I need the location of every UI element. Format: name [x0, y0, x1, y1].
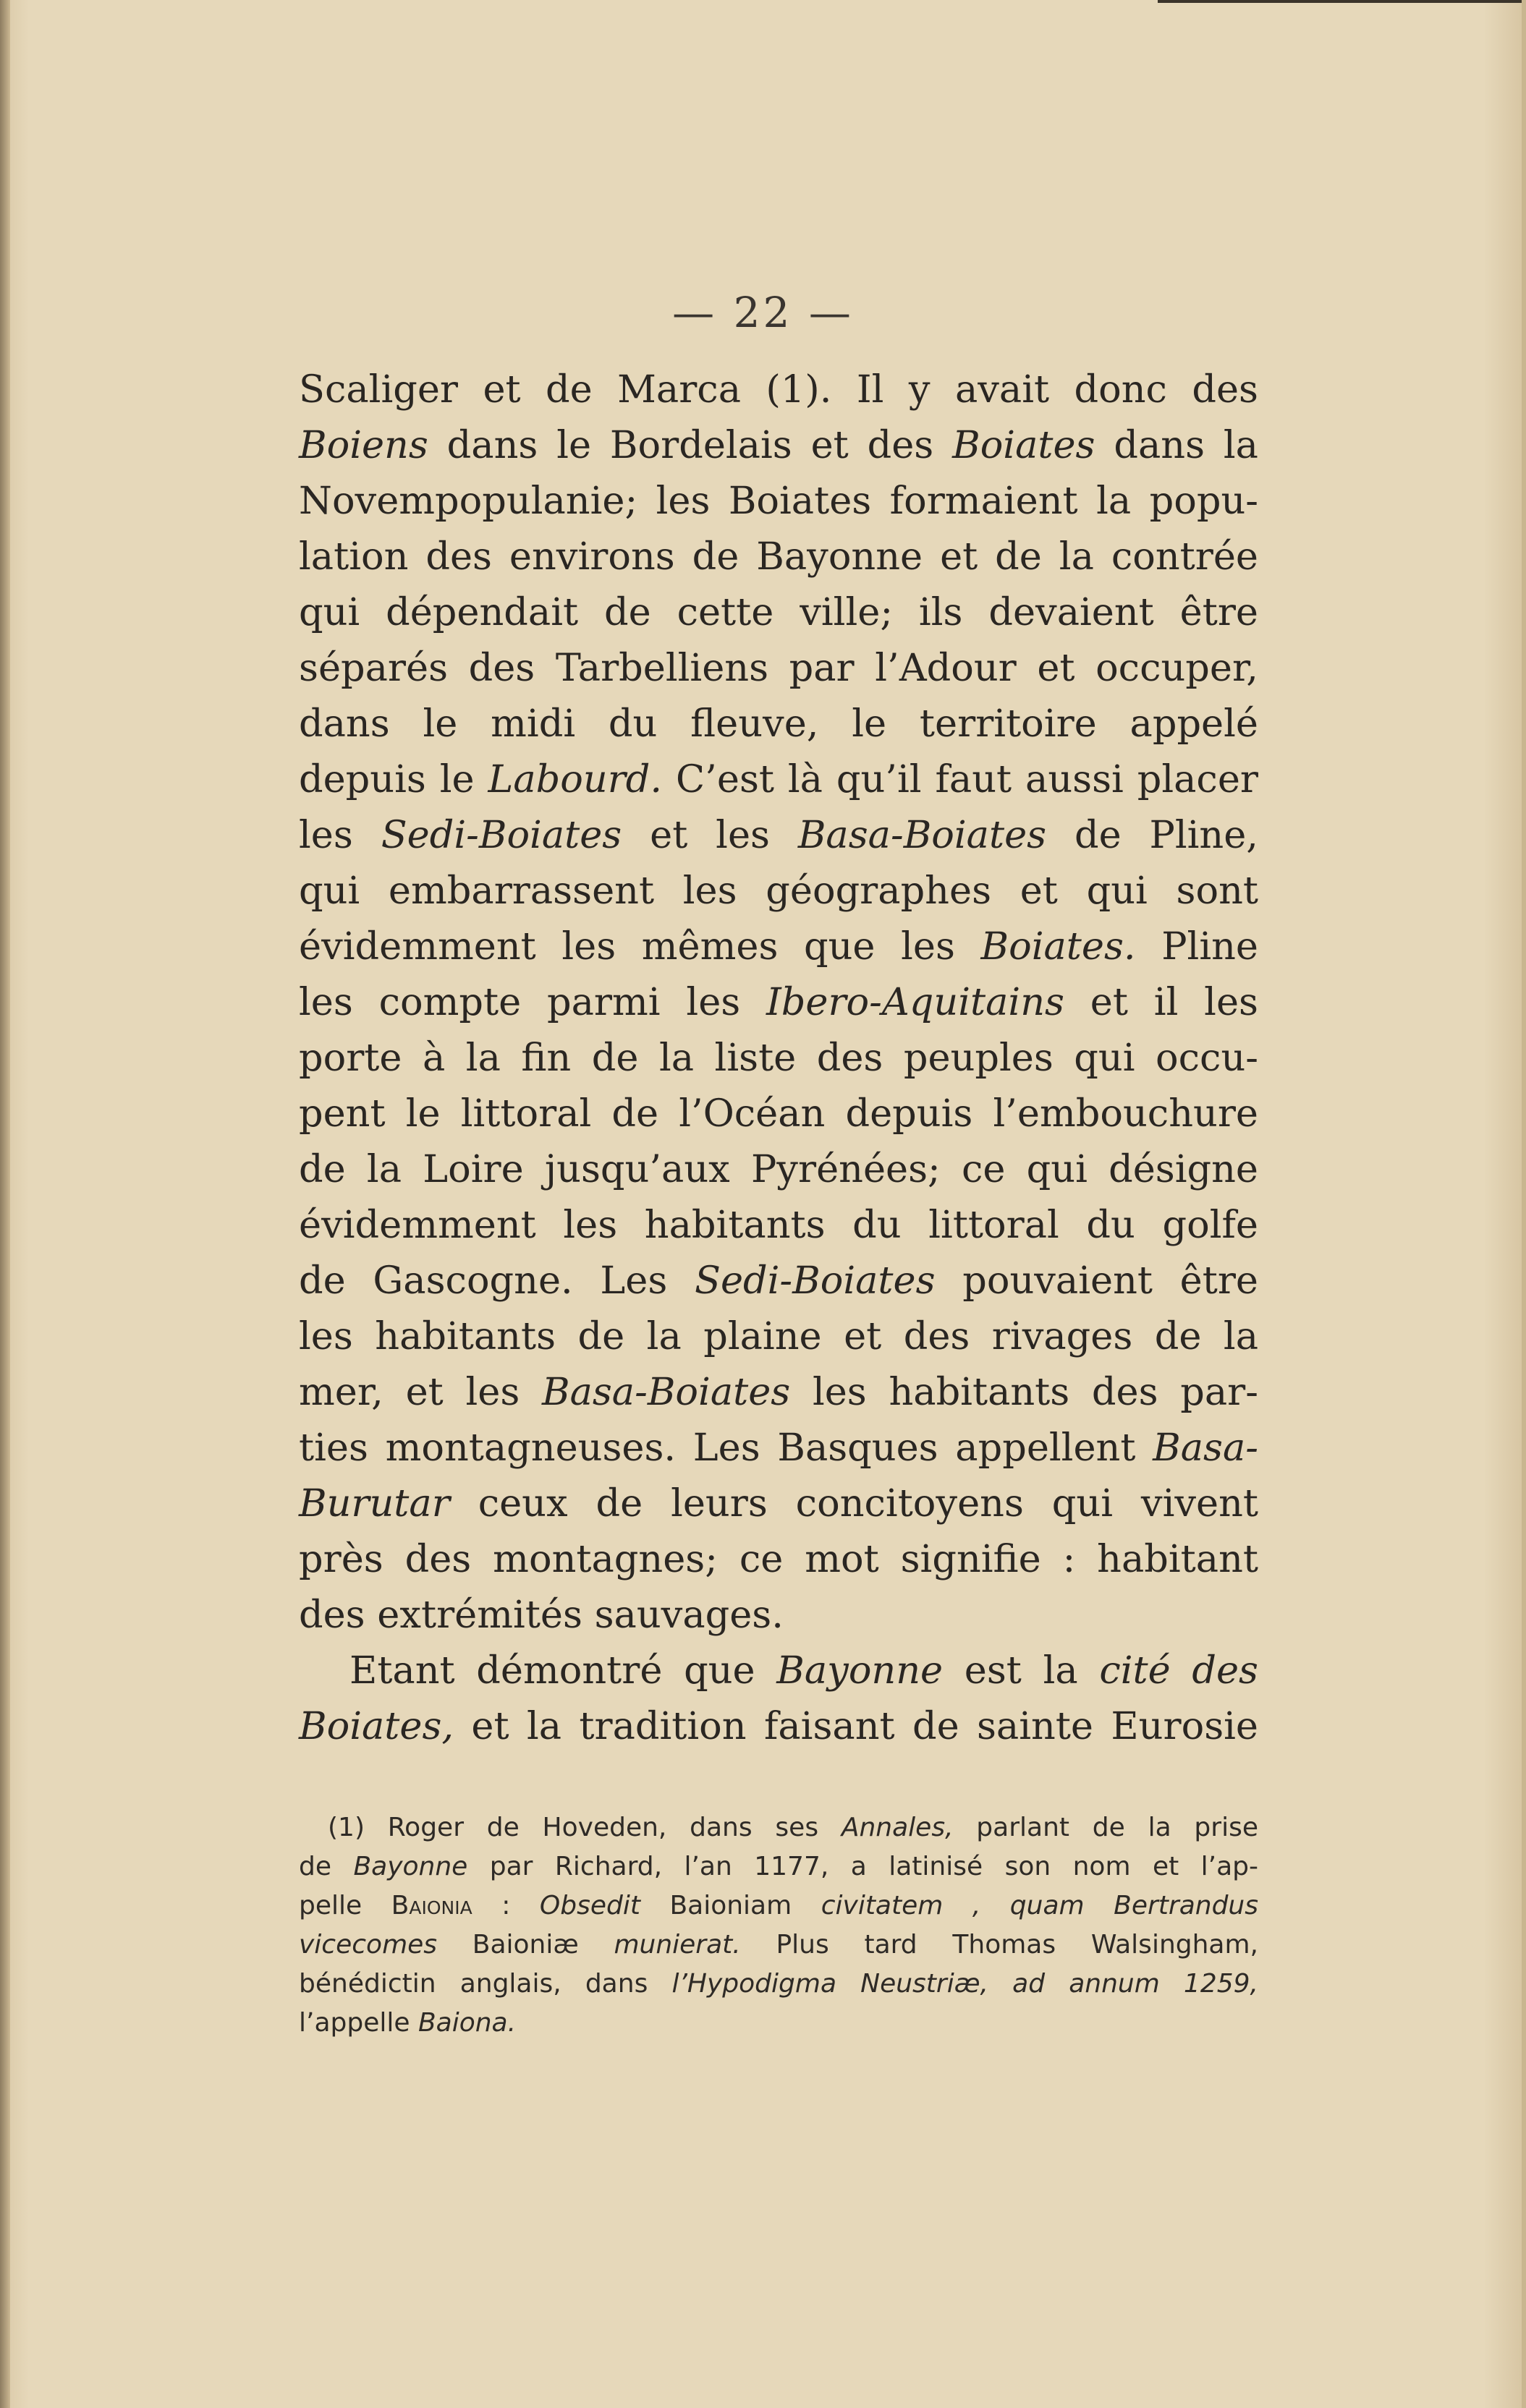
text-line: de Gascogne. Les Sedi-Boiates pouvaient être	[299, 1259, 1259, 1303]
page-left-edge	[0, 0, 10, 2408]
text-line: évidemment les habitants du littoral du golfe	[299, 1203, 1258, 1247]
text-line: pent le littoral de l’Océan depuis l’embouchure	[299, 1092, 1258, 1136]
page-number: — 22 —	[672, 288, 854, 337]
footnote-line: (1) Roger de Hoveden, dans ses Annales, parlant de la prise	[328, 1813, 1258, 1842]
text-line: lation des environs de Bayonne et de la contrée	[299, 535, 1258, 579]
text-line: depuis le Labourd. C’est là qu’il faut aussi placer	[299, 757, 1258, 801]
text-line: mer, et les Basa-Boiates les habitants des par-	[299, 1370, 1258, 1414]
text-line: Novempopulanie; les Boiates formaient la popu-	[299, 479, 1258, 523]
text-line: des extrémités sauvages.	[299, 1593, 784, 1637]
text-line: de la Loire jusqu’aux Pyrénées; ce qui désigne	[299, 1147, 1258, 1191]
footnote-line: pelle Baionia : Obsedit Baioniam civitatem , quam Bertrandus	[299, 1891, 1258, 1920]
text-line: les compte parmi les Ibero-Aquitains et il les	[299, 980, 1258, 1024]
text-line: Scaliger et de Marca (1). Il y avait donc des	[299, 367, 1258, 412]
footnote-line: vicecomes Baioniæ munierat. Plus tard Thomas Walsingham,	[299, 1930, 1258, 1960]
text-line: évidemment les mêmes que les Boiates. Pline	[299, 924, 1259, 969]
text-line: ties montagneuses. Les Basques appellent Basa-	[299, 1426, 1258, 1470]
text-line: près des montagnes; ce mot signifie : habitant	[299, 1537, 1258, 1581]
text-line: Boiates, et la tradition faisant de sainte Eurosie	[299, 1704, 1258, 1748]
text-line: Burutar ceux de leurs concitoyens qui vivent	[299, 1481, 1258, 1526]
text-line: les habitants de la plaine et des rivages de la	[299, 1314, 1258, 1358]
text-line: Etant démontré que Bayonne est la cité des	[349, 1648, 1258, 1693]
footnote-line: de Bayonne par Richard, l’an 1177, a latinisé son nom et l’ap-	[299, 1852, 1258, 1881]
text-line: qui embarrassent les géographes et qui sont	[299, 869, 1258, 913]
page-top-edge	[1158, 0, 1526, 3]
text-line: séparés des Tarbelliens par l’Adour et occuper,	[299, 646, 1258, 690]
text-line: porte à la fin de la liste des peuples qui occu-	[299, 1036, 1258, 1080]
text-line: dans le midi du fleuve, le territoire appelé	[299, 702, 1258, 746]
text-line: qui dépendait de cette ville; ils devaient être	[299, 590, 1258, 634]
footnote	[299, 1808, 1258, 2043]
text-line: les Sedi-Boiates et les Basa-Boiates de Pline,	[299, 813, 1258, 857]
text-line: Boiens dans le Bordelais et des Boiates dans la	[299, 423, 1258, 467]
footnote-line: l’appelle Baiona.	[299, 2008, 517, 2038]
footnote-line: bénédictin anglais, dans l’Hypodigma Neustriæ, ad annum 1259,	[299, 1969, 1258, 1999]
page-right-edge	[1522, 0, 1526, 2408]
main-text	[299, 362, 1258, 1754]
